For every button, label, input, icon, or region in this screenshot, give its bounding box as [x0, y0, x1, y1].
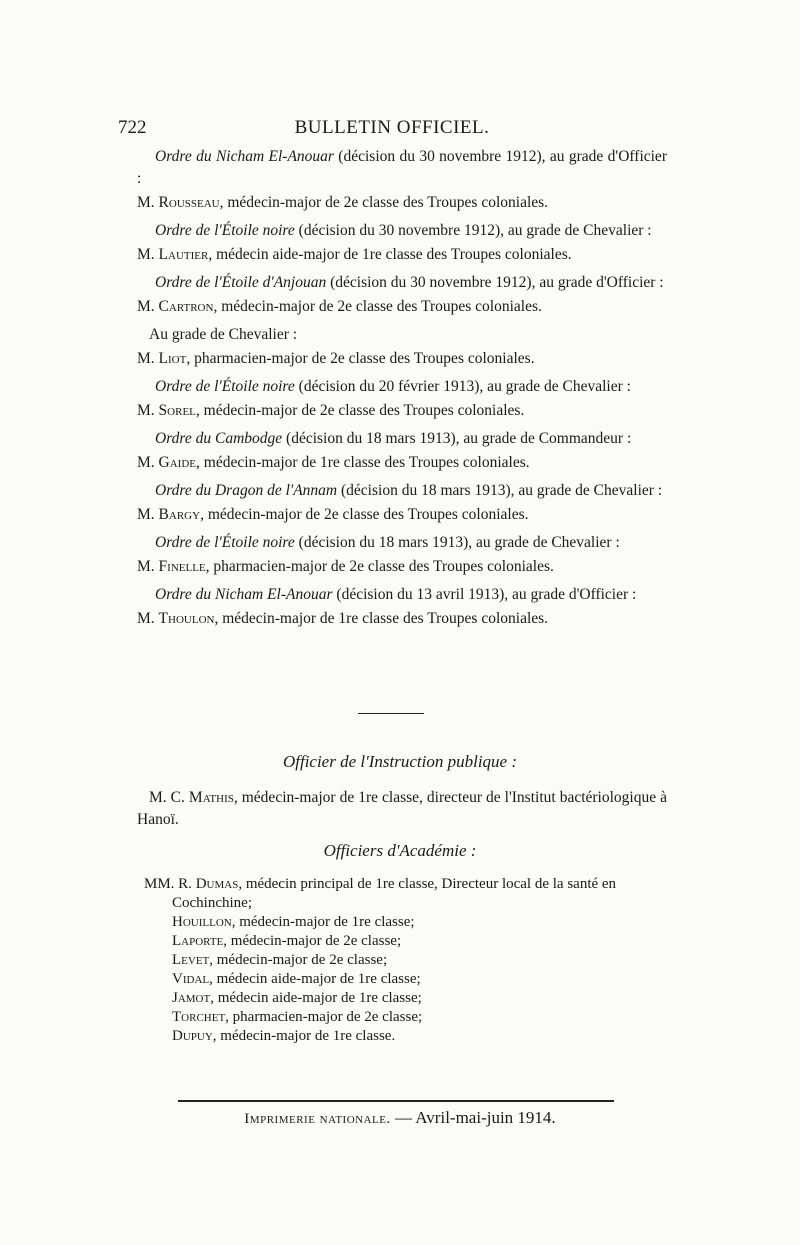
recipient-name: Lautier: [158, 246, 209, 263]
instruction-rest: , médecin-major de 1re classe, directeur de l'Institut bactériologique à Hanoï.: [137, 789, 667, 828]
academie-title: , médecin-major de 1re classe.: [212, 1028, 396, 1044]
order-name: Ordre du Cambodge: [155, 429, 283, 447]
order-decision: (décision du 18 mars 1913), au grade de Chevalier :: [294, 533, 620, 551]
recipient-name: Sorel: [158, 402, 196, 419]
instruction-name: Mathis: [188, 789, 234, 806]
order-line: [137, 584, 667, 606]
recipient-line: [137, 556, 667, 578]
order-name: Ordre de l'Étoile noire: [155, 377, 295, 395]
academie-name: Laporte: [172, 933, 224, 949]
academie-first-rest: , médecin principal de 1re classe, Directeur local de la santé en: [238, 876, 617, 892]
recipient-prefix: M.: [137, 402, 159, 419]
recipient-name: Gaide: [158, 454, 197, 471]
academie-list: [172, 913, 422, 1046]
academie-title: , médecin-major de 1re classe;: [231, 914, 415, 930]
recipient-name: Thoulon: [158, 610, 215, 627]
grade-line: Au grade de Chevalier :: [149, 325, 298, 343]
page-number: 722: [118, 117, 147, 138]
recipient-name: Finelle: [158, 558, 206, 575]
academie-title: , médecin aide-major de 1re classe;: [210, 990, 422, 1006]
recipient-prefix: M.: [137, 610, 159, 627]
recipient-title: , pharmacien-major de 2e classe des Troupes coloniales.: [186, 350, 535, 367]
recipient-line: [137, 400, 667, 422]
recipient-line: [137, 192, 667, 214]
order-decision: (décision du 30 novembre 1912), au grade d'Officier :: [137, 148, 667, 187]
academie-title: , médecin-major de 2e classe;: [223, 933, 402, 949]
academie-title: , médecin aide-major de 1re classe;: [209, 971, 421, 987]
order-line: [137, 146, 667, 189]
academie-name: Dupuy: [172, 1028, 213, 1044]
recipient-name: Rousseau: [158, 194, 220, 211]
running-title: BULLETIN OFFICIEL.: [294, 117, 490, 138]
academie-title: , médecin-major de 2e classe;: [209, 952, 388, 968]
recipient-line: [137, 244, 667, 266]
academie-name: Levet: [172, 952, 210, 968]
order-decision: (décision du 20 février 1913), au grade de Chevalier :: [294, 377, 631, 395]
imprint-line: [0, 1108, 800, 1128]
academie-list-item: [172, 951, 422, 970]
order-name: Ordre du Nicham El-Anouar: [155, 585, 333, 603]
order-line: [137, 272, 667, 294]
recipient-title: , pharmacien-major de 2e classe des Troupes coloniales.: [205, 558, 554, 575]
academie-name: Vidal: [172, 971, 210, 987]
recipient-title: , médecin-major de 1re classe des Troupes coloniales.: [196, 454, 530, 471]
order-line: [137, 532, 667, 554]
academie-name: Jamot: [172, 990, 211, 1006]
recipient-title: , médecin-major de 2e classe des Troupes coloniales.: [200, 506, 529, 523]
recipient-name: Liot: [158, 350, 187, 367]
order-name: Ordre de l'Étoile noire: [155, 221, 295, 239]
page-header: [118, 117, 666, 141]
section-divider: [358, 713, 424, 714]
academie-first-prefix: MM. R.: [144, 876, 196, 892]
instruction-prefix: M. C.: [149, 789, 189, 806]
recipient-line: [137, 452, 667, 474]
order-decision: (décision du 13 avril 1913), au grade d'Officier :: [332, 585, 637, 603]
printer-name: Imprimerie nationale.: [244, 1111, 391, 1127]
instruction-heading: Officier de l'Instruction publique :: [282, 752, 518, 771]
recipient-prefix: M.: [137, 246, 159, 263]
recipient-title: , médecin-major de 2e classe des Troupes coloniales.: [219, 194, 549, 211]
academie-first-name: Dumas: [195, 876, 239, 892]
recipient-line: [137, 296, 667, 318]
recipient-prefix: M.: [137, 194, 159, 211]
order-decision: (décision du 30 novembre 1912), au grade d'Officier :: [326, 273, 664, 291]
recipient-title: , médecin aide-major de 1re classe des Troupes coloniales.: [208, 246, 572, 263]
order-line: [137, 480, 667, 502]
recipient-name: Cartron: [158, 298, 214, 315]
order-name: Ordre du Nicham El-Anouar: [155, 148, 334, 165]
order-line: [137, 376, 667, 398]
academie-title: , pharmacien-major de 2e classe;: [225, 1009, 423, 1025]
recipient-line: [137, 608, 667, 630]
recipient-title: , médecin-major de 2e classe des Troupes coloniales.: [213, 298, 542, 315]
academie-first-entry: [144, 875, 674, 894]
recipient-title: , médecin-major de 1re classe des Troupes coloniales.: [214, 610, 549, 627]
order-name: Ordre de l'Étoile d'Anjouan: [155, 273, 327, 291]
academie-first-continuation: Cochinchine;: [172, 895, 252, 911]
order-decision: (décision du 18 mars 1913), au grade de Chevalier :: [337, 481, 663, 499]
order-decision: (décision du 30 novembre 1912), au grade de Chevalier :: [294, 221, 652, 239]
academie-list-item: [172, 932, 422, 951]
recipient-prefix: M.: [137, 350, 159, 367]
academie-name: Torchet: [172, 1009, 226, 1025]
order-line: [137, 220, 667, 242]
order-name: Ordre du Dragon de l'Annam: [155, 481, 338, 499]
order-name: Ordre de l'Étoile noire: [155, 533, 295, 551]
recipient-prefix: M.: [137, 454, 159, 471]
recipient-name: Bargy: [158, 506, 201, 523]
imprint-dash: —: [390, 1108, 416, 1127]
recipient-line: [137, 504, 667, 526]
academie-list-item: [172, 1008, 422, 1027]
recipient-prefix: M.: [137, 558, 159, 575]
academie-list-item: [172, 989, 422, 1008]
academie-list-item: [172, 1027, 422, 1046]
footer-rule: [178, 1100, 614, 1102]
academie-list-item: [172, 913, 422, 932]
recipient-line: [137, 348, 667, 370]
order-decision: (décision du 18 mars 1913), au grade de Commandeur :: [282, 429, 632, 447]
academie-heading: Officiers d'Académie :: [323, 841, 477, 860]
recipient-title: , médecin-major de 2e classe des Troupes coloniales.: [195, 402, 525, 419]
academie-list-item: [172, 970, 422, 989]
recipient-prefix: M.: [137, 506, 159, 523]
academie-name: Houillon: [172, 914, 232, 930]
imprint-date: Avril-mai-juin 1914.: [415, 1108, 556, 1127]
recipient-prefix: M.: [137, 298, 159, 315]
order-line: [137, 428, 667, 450]
instruction-entry: [137, 787, 667, 830]
decorations-list: [137, 146, 667, 636]
